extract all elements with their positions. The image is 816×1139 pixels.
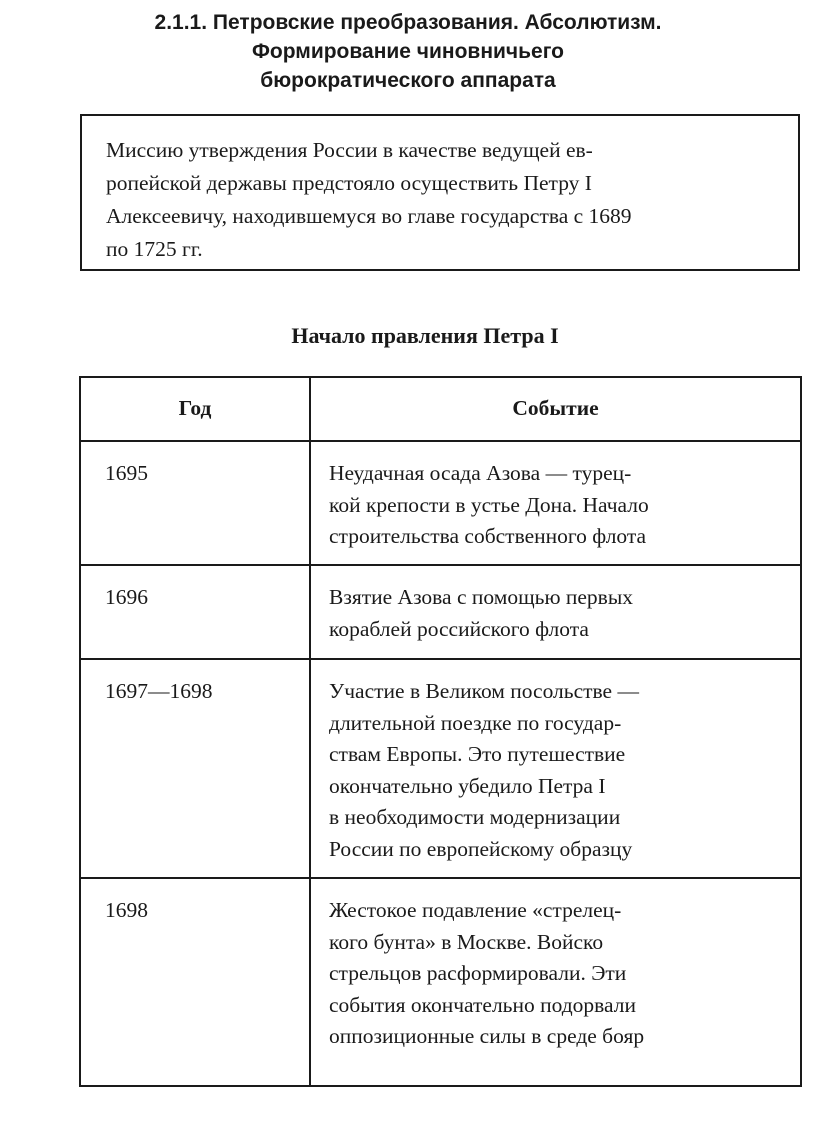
year-cell: 1696	[80, 565, 310, 659]
events-table	[79, 376, 802, 1087]
section-heading	[0, 8, 816, 95]
table-row	[80, 878, 801, 1086]
section-heading-line: Формирование чиновничьего	[251, 40, 565, 63]
event-line: события окончательно подорвали	[329, 992, 637, 1017]
event-line: Жестокое подавление «стрелец-	[329, 898, 622, 922]
event-line: оппозиционные силы в среде бояр	[329, 1024, 645, 1048]
event-line: ствам Европы. Это путешествие	[329, 742, 626, 766]
table-row	[80, 565, 801, 659]
event-cell	[310, 441, 801, 565]
event-line: Неудачная осада Азова — турец-	[329, 461, 632, 485]
year-cell: 1695	[80, 441, 310, 565]
event-cell	[310, 565, 801, 659]
intro-line: ропейской державы предстояло осуществить Петру I	[106, 171, 592, 195]
intro-line: Алексеевичу, находившемуся во главе государства с 1689	[106, 204, 632, 228]
year-column-header: Год	[80, 377, 310, 441]
event-cell	[310, 659, 801, 878]
event-line: длительной поездке по государ-	[329, 710, 622, 735]
event-line: кого бунта» в Москве. Войско	[329, 929, 604, 954]
intro-line: Миссию утверждения России в качестве ведущей ев-	[106, 138, 593, 162]
intro-box	[80, 114, 800, 271]
event-line: строительства собственного флота	[329, 524, 647, 548]
year-cell: 1698	[80, 878, 310, 1086]
event-line: стрельцов расформировали. Эти	[329, 961, 627, 985]
event-line: в необходимости модернизации	[329, 805, 621, 829]
event-cell	[310, 878, 801, 1086]
table-row	[80, 659, 801, 878]
intro-line: по 1725 гг.	[106, 237, 203, 261]
event-line: Участие в Великом посольстве —	[329, 679, 639, 703]
event-line: кораблей российского флота	[329, 616, 589, 641]
table-row	[80, 441, 801, 565]
event-line: Взятие Азова с помощью первых	[329, 585, 634, 609]
event-column-header: Событие	[310, 377, 801, 441]
event-line: кой крепости в устье Дона. Начало	[329, 492, 649, 517]
event-line: России по европейскому образцу	[329, 836, 633, 861]
table-header-row	[80, 377, 801, 441]
table-title: Начало правления Петра I	[291, 323, 559, 348]
section-heading-line: 2.1.1. Петровские преобразования. Абсолютизм.	[154, 11, 662, 34]
section-heading-line: бюрократического аппарата	[260, 69, 556, 92]
event-line: окончательно убедило Петра I	[329, 773, 606, 798]
year-cell: 1697—1698	[80, 659, 310, 878]
